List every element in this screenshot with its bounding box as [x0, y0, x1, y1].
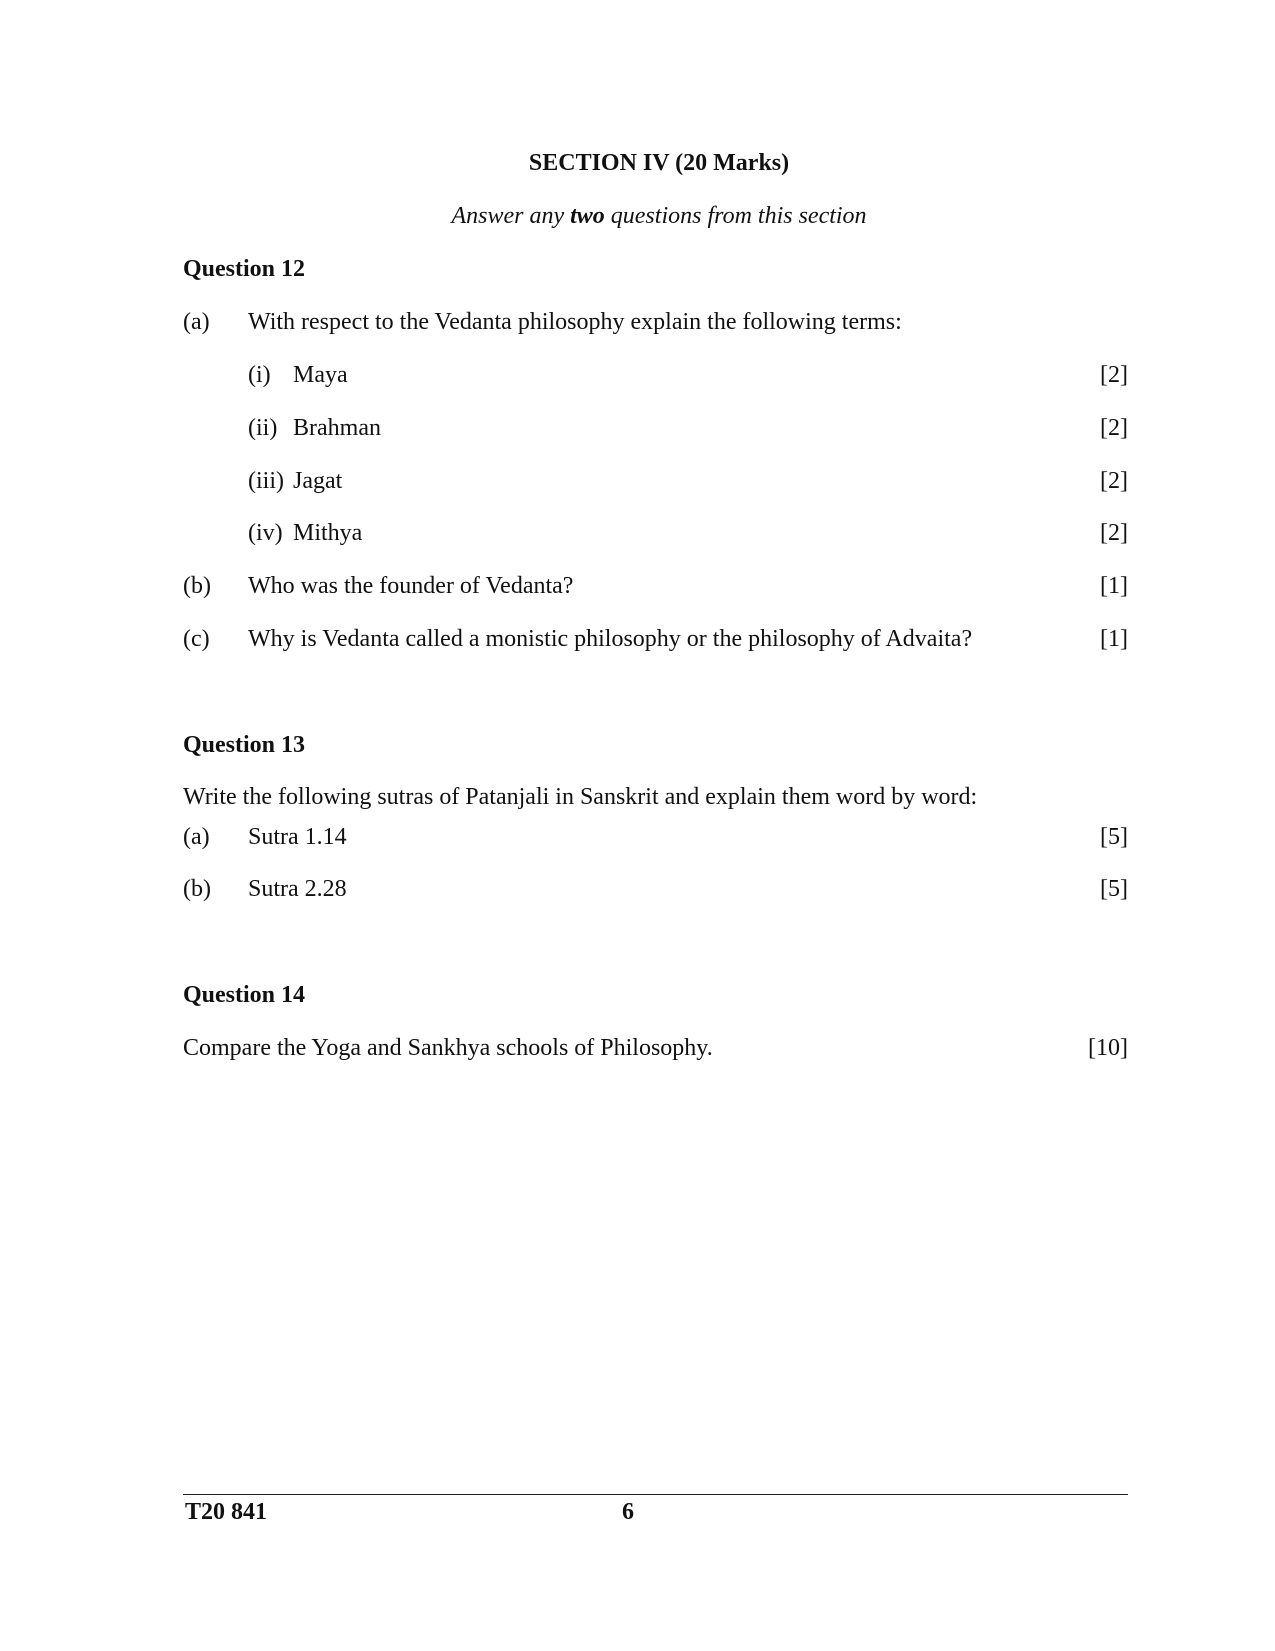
q12-part-a-text: With respect to the Vedanta philosophy explain the following terms:: [248, 309, 902, 335]
q12-subpart-ii-marks: [2]: [1100, 415, 1128, 441]
q14-text: Compare the Yoga and Sankhya schools of Philosophy.: [183, 1035, 713, 1061]
q13-part-a-label: (a): [183, 824, 210, 850]
q12-subpart-iii-label: (iii): [248, 468, 284, 494]
q13-part-b-label: (b): [183, 876, 211, 902]
q12-subpart-iv-marks: [2]: [1100, 520, 1128, 546]
q12-part-b-label: (b): [183, 573, 211, 599]
q12-subpart-i-text: Maya: [293, 362, 348, 388]
q12-part-c-marks: [1]: [1100, 626, 1128, 652]
footer-page-number: 6: [622, 1499, 634, 1525]
q12-part-a-label: (a): [183, 309, 210, 335]
q13-intro: Write the following sutras of Patanjali in Sanskrit and explain them word by word:: [183, 784, 978, 810]
footer-rule: [183, 1494, 1128, 1495]
q12-subpart-i-label: (i): [248, 362, 271, 388]
q12-subpart-iv-text: Mithya: [293, 520, 363, 546]
q12-part-b-marks: [1]: [1100, 573, 1128, 599]
question-13-heading: Question 13: [183, 732, 306, 758]
question-14-heading: Question 14: [183, 982, 306, 1008]
q12-part-c-text: Why is Vedanta called a monistic philosophy or the philosophy of Advaita?: [248, 626, 973, 652]
q13-part-a-marks: [5]: [1100, 824, 1128, 850]
q13-part-b-text: Sutra 2.28: [248, 876, 347, 902]
q13-part-b-marks: [5]: [1100, 876, 1128, 902]
q12-part-b-text: Who was the founder of Vedanta?: [248, 573, 574, 599]
instruction-emphasis: two: [570, 203, 605, 229]
q12-subpart-iv-label: (iv): [248, 520, 283, 546]
section-instruction: Answer any two questions from this section: [451, 203, 867, 229]
q12-subpart-iii-text: Jagat: [293, 468, 343, 494]
footer-paper-code: T20 841: [185, 1499, 268, 1525]
q12-subpart-iii-marks: [2]: [1100, 468, 1128, 494]
q12-subpart-i-marks: [2]: [1100, 362, 1128, 388]
q14-marks: [10]: [1088, 1035, 1128, 1061]
q12-subpart-ii-label: (ii): [248, 415, 278, 441]
q12-part-c-label: (c): [183, 626, 210, 652]
q13-part-a-text: Sutra 1.14: [248, 824, 347, 850]
section-title: SECTION IV (20 Marks): [528, 150, 790, 176]
q12-subpart-ii-text: Brahman: [293, 415, 381, 441]
question-12-heading: Question 12: [183, 256, 306, 282]
